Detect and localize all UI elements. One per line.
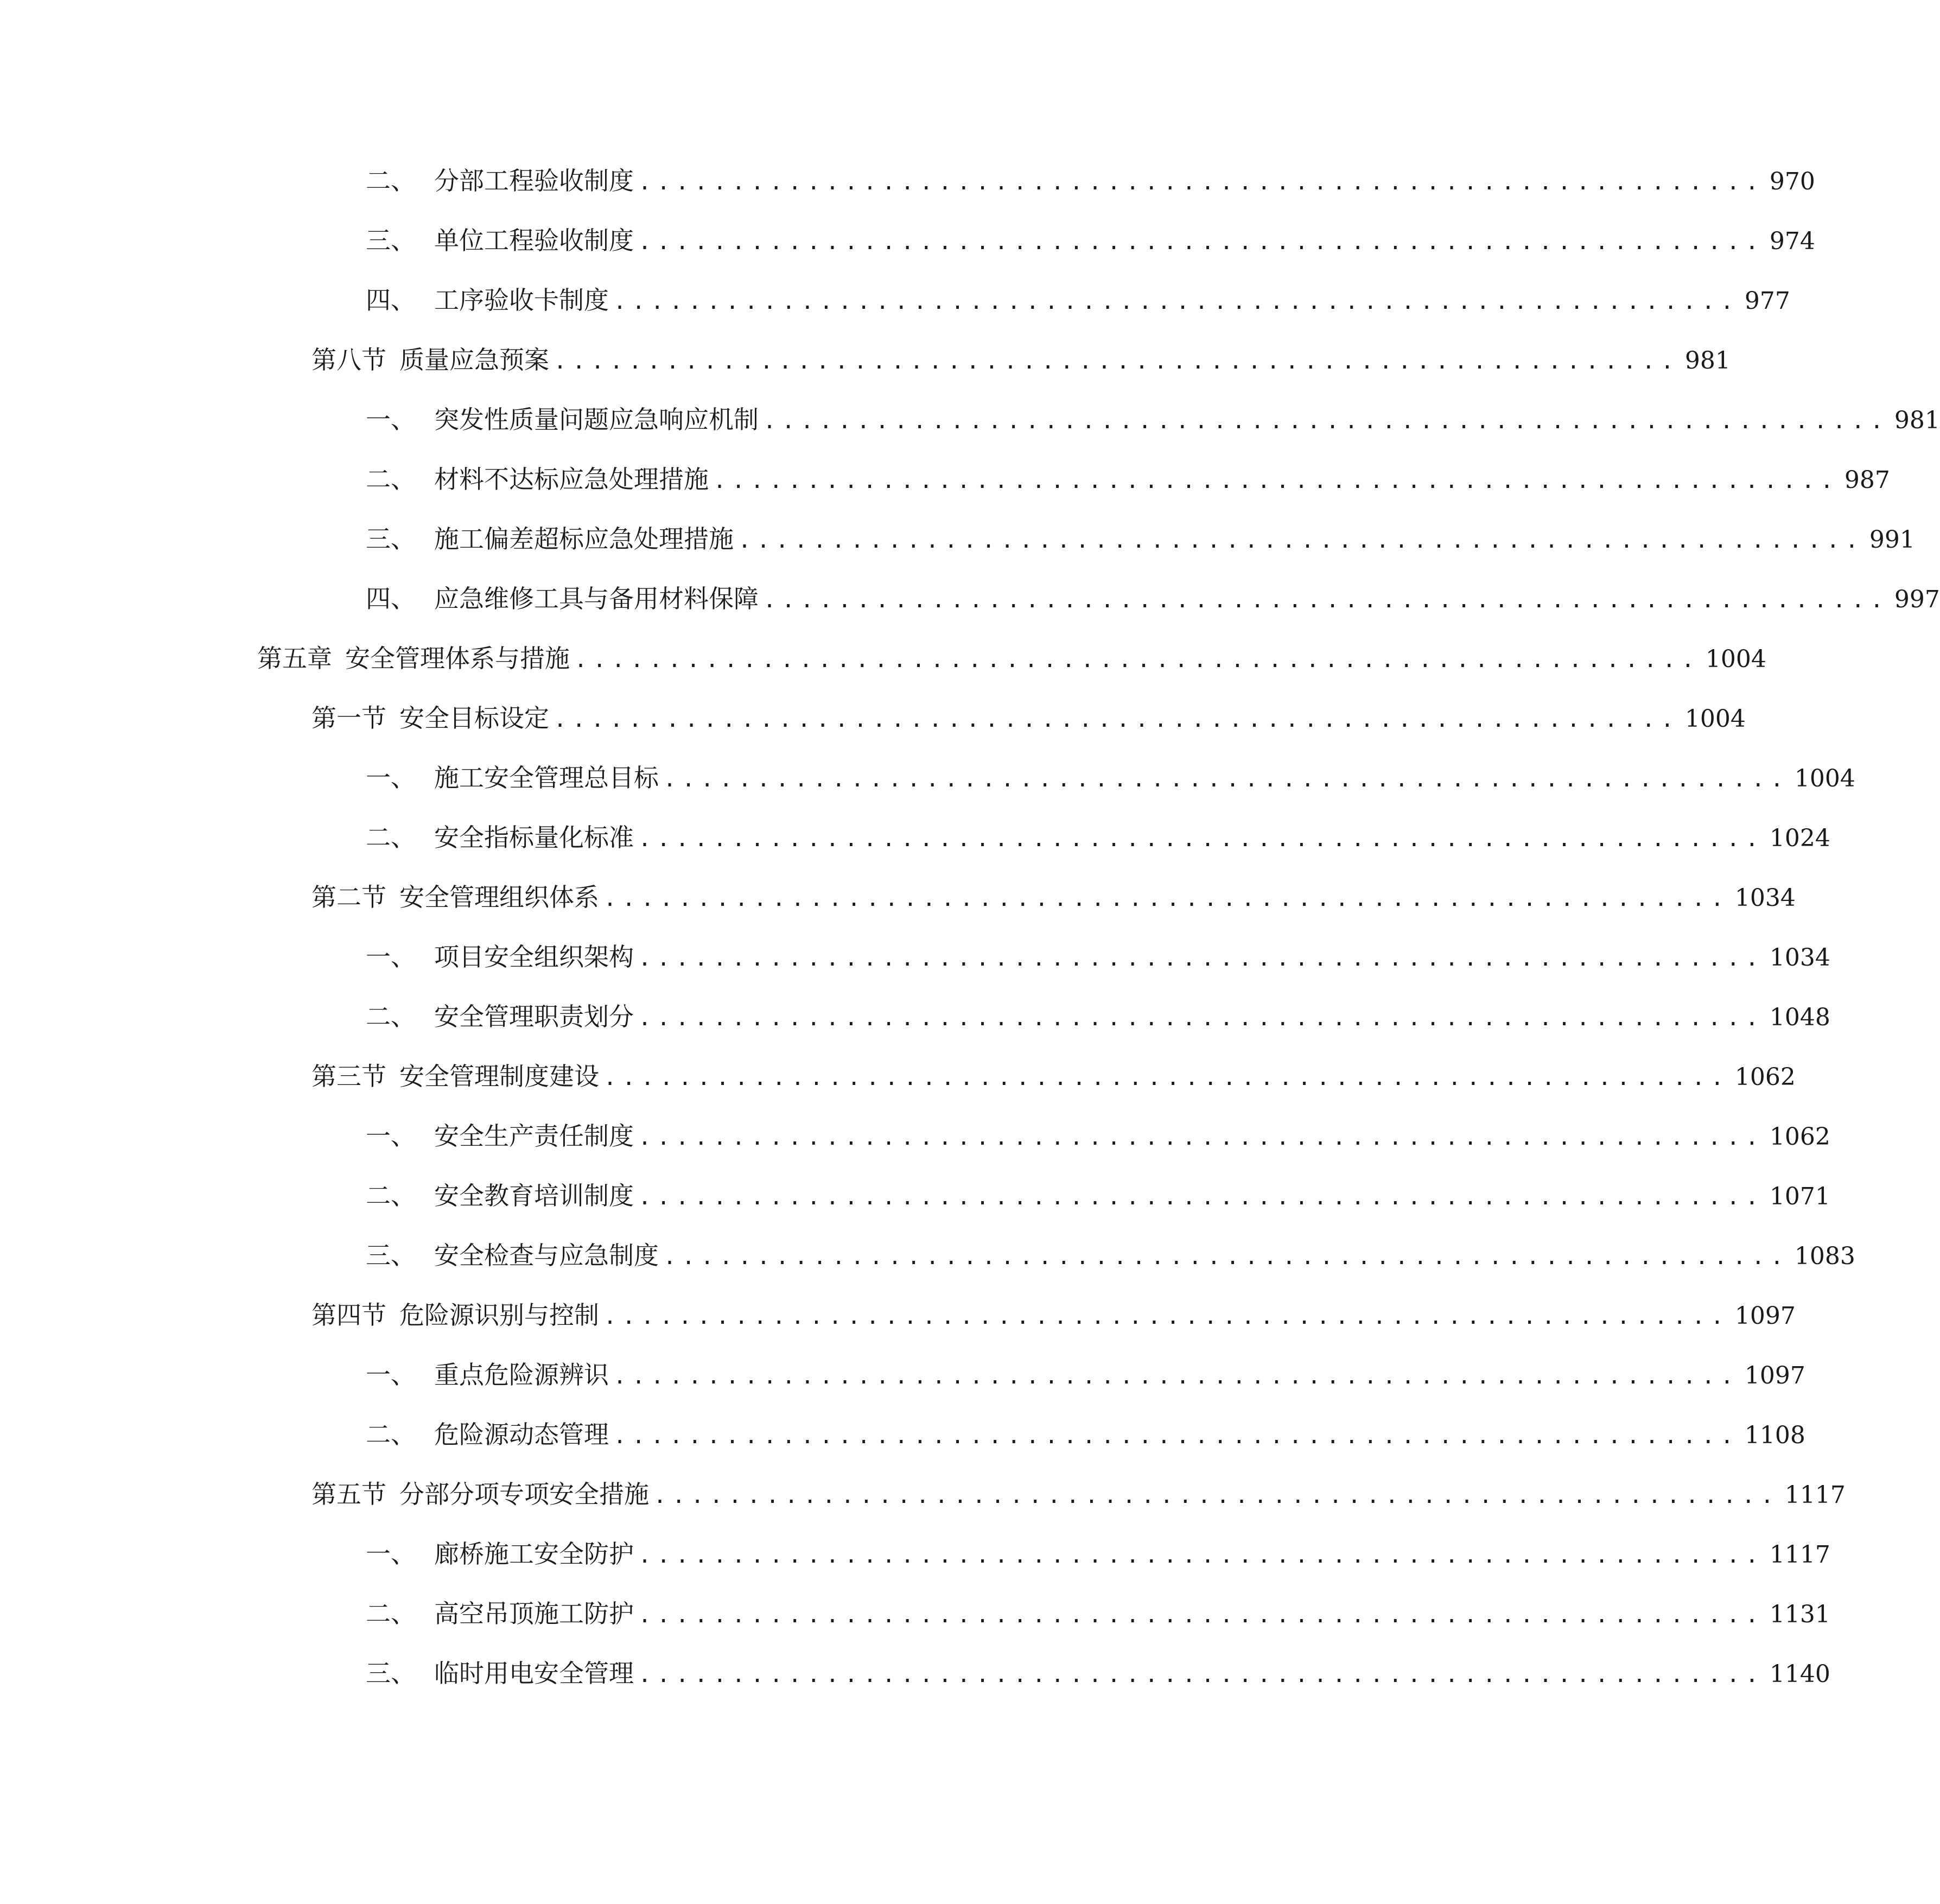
toc-entry-number: 二、 — [366, 1181, 416, 1210]
toc-entry-title: 高空吊顶施工防护 — [434, 1599, 634, 1628]
toc-entry-number: 一、 — [366, 1121, 416, 1151]
toc-entry-number: 第四节 — [311, 1300, 386, 1330]
toc-entry-number: 第八节 — [311, 345, 386, 375]
dot-leader: ............................................................ — [638, 1185, 1764, 1210]
toc-entry-page: 1083 — [1794, 1242, 1855, 1270]
toc-section-entry[interactable] — [311, 699, 1746, 737]
toc-entry-title: 危险源识别与控制 — [399, 1300, 599, 1330]
toc-entry-number: 三、 — [366, 226, 416, 255]
toc-entry-title: 安全管理制度建设 — [399, 1062, 599, 1091]
toc-section-entry[interactable] — [311, 878, 1796, 916]
toc-entry[interactable] — [366, 580, 1940, 618]
toc-entry-page: 1131 — [1769, 1601, 1830, 1628]
toc-chapter-entry[interactable] — [257, 639, 1766, 677]
toc-entry-page: 1071 — [1769, 1183, 1830, 1210]
toc-entry-number: 一、 — [366, 942, 416, 972]
toc-entry-title: 安全管理体系与措施 — [345, 644, 570, 673]
dot-leader: ............................................................ — [603, 1065, 1729, 1090]
toc-section-entry[interactable] — [311, 1475, 1846, 1513]
toc-entry-number: 三、 — [366, 1241, 416, 1270]
dot-leader: ............................................................ — [638, 1006, 1764, 1031]
toc-entry-title: 临时用电安全管理 — [434, 1659, 634, 1688]
toc-entry-number: 第五节 — [311, 1480, 386, 1509]
dot-leader: ............................................................ — [638, 230, 1764, 255]
toc-entry-page: 1004 — [1684, 705, 1746, 733]
dot-leader: ............................................................ — [613, 1364, 1739, 1389]
toc-entry-number: 三、 — [366, 524, 416, 554]
toc-entry-title: 施工安全管理总目标 — [434, 763, 659, 792]
toc-entry-page: 1004 — [1705, 645, 1766, 673]
toc-entry[interactable] — [366, 520, 1915, 558]
toc-entry-page: 997 — [1894, 586, 1940, 613]
toc-entry-number: 第三节 — [311, 1062, 386, 1091]
toc-entry-page: 1117 — [1784, 1481, 1846, 1509]
toc-entry-page: 1097 — [1744, 1362, 1805, 1389]
toc-entry-number: 第二节 — [311, 883, 386, 912]
toc-entry-page: 1062 — [1769, 1123, 1830, 1151]
toc-entry-page: 974 — [1769, 227, 1815, 255]
toc-entry[interactable] — [366, 221, 1815, 259]
toc-entry-page: 1062 — [1734, 1063, 1796, 1091]
dot-leader: ............................................................ — [638, 1543, 1764, 1568]
toc-entry[interactable] — [366, 1535, 1830, 1573]
toc-entry[interactable] — [366, 1595, 1830, 1633]
dot-leader: ............................................................ — [638, 1603, 1764, 1628]
toc-entry-title: 安全教育培训制度 — [434, 1181, 634, 1210]
toc-entry-title: 项目安全组织架构 — [434, 942, 634, 972]
toc-entry-title: 应急维修工具与备用材料保障 — [434, 584, 759, 613]
toc-entry[interactable] — [366, 1117, 1830, 1155]
toc-entry-title: 安全生产责任制度 — [434, 1121, 634, 1151]
dot-leader: ............................................................ — [613, 289, 1739, 314]
toc-entry-page: 987 — [1844, 466, 1890, 494]
toc-entry[interactable] — [366, 818, 1830, 856]
dot-leader: ............................................................ — [638, 1662, 1764, 1687]
toc-entry-title: 安全管理职责划分 — [434, 1002, 634, 1031]
toc-entry-title: 分部分项专项安全措施 — [399, 1480, 649, 1509]
toc-entry[interactable] — [366, 1654, 1830, 1692]
toc-entry-number: 二、 — [366, 465, 416, 494]
toc-entry[interactable] — [366, 1416, 1805, 1454]
toc-entry-number: 第五章 — [257, 644, 332, 673]
dot-leader: ............................................................ — [713, 468, 1839, 493]
toc-entry-page: 981 — [1684, 347, 1731, 375]
toc-entry-page: 1034 — [1734, 884, 1796, 912]
toc-entry-page: 1108 — [1744, 1421, 1805, 1449]
dot-leader: ............................................................ — [613, 1424, 1739, 1449]
toc-entry[interactable] — [366, 1356, 1805, 1394]
toc-entry-title: 分部工程验收制度 — [434, 166, 634, 195]
toc-entry-title: 工序验收卡制度 — [434, 285, 609, 315]
toc-entry-title: 突发性质量问题应急响应机制 — [434, 405, 759, 434]
toc-section-entry[interactable] — [311, 1296, 1796, 1334]
toc-entry-page: 981 — [1894, 407, 1940, 434]
toc-entry-number: 四、 — [366, 285, 416, 315]
toc-entry-page: 1048 — [1769, 1004, 1830, 1031]
dot-leader: ............................................................ — [638, 946, 1764, 971]
toc-section-entry[interactable] — [311, 341, 1731, 379]
toc-entry-title: 质量应急预案 — [399, 345, 549, 375]
toc-entry-title: 危险源动态管理 — [434, 1420, 609, 1449]
dot-leader: ............................................................ — [638, 170, 1764, 195]
toc-entry-page: 1097 — [1734, 1302, 1796, 1330]
toc-entry-number: 一、 — [366, 1360, 416, 1389]
toc-entry-title: 安全检查与应急制度 — [434, 1241, 659, 1270]
toc-entry-number: 二、 — [366, 1599, 416, 1628]
dot-leader: ............................................................ — [603, 1304, 1729, 1329]
dot-leader: ............................................................ — [763, 588, 1889, 613]
dot-leader: ............................................................ — [638, 827, 1764, 852]
dot-leader: ............................................................ — [653, 1483, 1779, 1508]
toc-entry-number: 三、 — [366, 1659, 416, 1688]
toc-entry-page: 977 — [1744, 287, 1790, 315]
toc-entry-title: 安全目标设定 — [399, 703, 549, 733]
toc-entry-number: 二、 — [366, 1420, 416, 1449]
toc-entry-title: 材料不达标应急处理措施 — [434, 465, 709, 494]
toc-entry[interactable] — [366, 460, 1890, 498]
dot-leader: ............................................................ — [554, 349, 1680, 374]
toc-section-entry[interactable] — [311, 1057, 1796, 1095]
toc-entry-number: 四、 — [366, 584, 416, 613]
dot-leader: ............................................................ — [663, 767, 1789, 792]
dot-leader: ............................................................ — [603, 886, 1729, 911]
dot-leader: ............................................................ — [763, 409, 1889, 434]
toc-entry-number: 二、 — [366, 1002, 416, 1031]
toc-entry-page: 1034 — [1769, 944, 1830, 972]
toc-entry-page: 1004 — [1794, 765, 1855, 792]
toc-entry-title: 安全指标量化标准 — [434, 823, 634, 852]
dot-leader: ............................................................ — [554, 707, 1680, 732]
toc-entry[interactable] — [366, 938, 1830, 976]
dot-leader: ............................................................ — [574, 648, 1700, 672]
toc-entry[interactable] — [366, 998, 1830, 1036]
toc-entry[interactable] — [366, 162, 1815, 200]
toc-entry-number: 一、 — [366, 405, 416, 434]
toc-entry[interactable] — [366, 1236, 1855, 1274]
toc-entry-page: 991 — [1869, 526, 1915, 554]
toc-entry-number: 一、 — [366, 1539, 416, 1569]
toc-entry[interactable] — [366, 1177, 1830, 1215]
dot-leader: ............................................................ — [663, 1245, 1789, 1270]
toc-entry[interactable] — [366, 759, 1855, 797]
toc-entry-page: 1117 — [1769, 1541, 1830, 1569]
toc-entry[interactable] — [366, 281, 1790, 319]
toc-entry-title: 安全管理组织体系 — [399, 883, 599, 912]
toc-entry-number: 一、 — [366, 763, 416, 792]
toc-entry-title: 廊桥施工安全防护 — [434, 1539, 634, 1569]
toc-entry-title: 单位工程验收制度 — [434, 226, 634, 255]
toc-entry[interactable] — [366, 401, 1940, 439]
toc-entry-number: 第一节 — [311, 703, 386, 733]
toc-entry-title: 施工偏差超标应急处理措施 — [434, 524, 734, 554]
toc-entry-number: 二、 — [366, 166, 416, 195]
toc-entry-page: 970 — [1769, 168, 1815, 195]
toc-entry-page: 1140 — [1769, 1660, 1830, 1688]
toc-entry-title: 重点危险源辨识 — [434, 1360, 609, 1389]
toc-entry-number: 二、 — [366, 823, 416, 852]
toc-entry-page: 1024 — [1769, 824, 1830, 852]
dot-leader: ............................................................ — [738, 528, 1864, 553]
dot-leader: ............................................................ — [638, 1125, 1764, 1150]
